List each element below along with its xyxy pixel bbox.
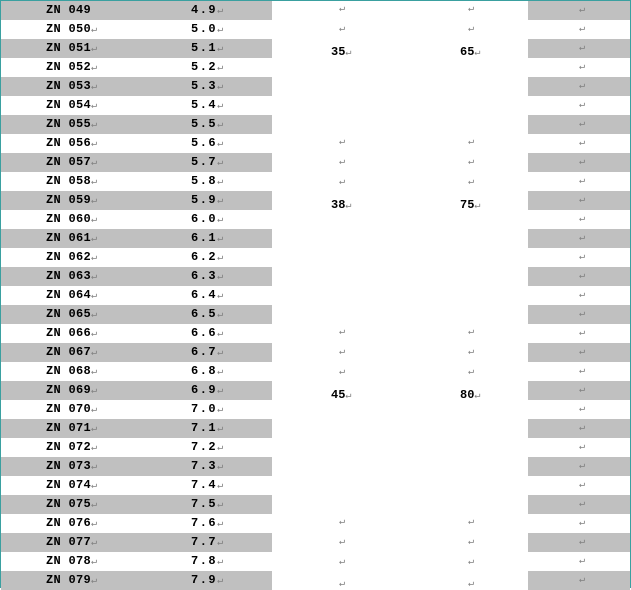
paragraph-mark-icon: ↵	[579, 537, 586, 548]
paragraph-mark-icon: ↵	[217, 6, 225, 17]
grade-code: ZN 064↵	[46, 288, 98, 302]
grade-value: 6.3↵	[191, 269, 225, 283]
paragraph-mark-icon: ↵	[474, 48, 481, 59]
grade-code: ZN 057↵	[46, 155, 98, 169]
row-shade-left	[1, 210, 272, 229]
group-value: 45↵	[331, 388, 352, 402]
paragraph-mark-icon: ↵	[339, 517, 346, 528]
paragraph-mark-icon: ↵	[579, 556, 586, 567]
paragraph-mark-icon: ↵	[579, 119, 586, 130]
row-shade-left	[1, 248, 272, 267]
paragraph-mark-icon: ↵	[91, 443, 98, 454]
grade-code: ZN 053↵	[46, 79, 98, 93]
paragraph-mark-icon: ↵	[579, 138, 586, 149]
paragraph-mark-icon: ↵	[579, 271, 586, 282]
row-shade-left	[1, 438, 272, 457]
paragraph-mark-icon: ↵	[579, 157, 586, 168]
table-row	[1, 476, 630, 495]
paragraph-mark-icon: ↵	[91, 196, 98, 207]
table-row	[1, 229, 630, 248]
paragraph-mark-icon: ↵	[217, 348, 225, 359]
paragraph-mark-icon: ↵	[91, 291, 98, 302]
row-shade-left	[1, 1, 272, 20]
grade-code: ZN 055↵	[46, 117, 98, 131]
paragraph-mark-icon: ↵	[217, 462, 225, 473]
row-shade-left	[1, 514, 272, 533]
paragraph-mark-icon: ↵	[468, 137, 475, 148]
paragraph-mark-icon: ↵	[579, 176, 586, 187]
grade-code: ZN 073↵	[46, 459, 98, 473]
paragraph-mark-icon: ↵	[217, 139, 225, 150]
paragraph-mark-icon: ↵	[91, 177, 98, 188]
grade-value: 7.5↵	[191, 497, 225, 511]
paragraph-mark-icon: ↵	[217, 234, 225, 245]
grade-code: ZN 066↵	[46, 326, 98, 340]
grade-code: ZN 062↵	[46, 250, 98, 264]
grade-value: 7.9↵	[191, 573, 225, 587]
grade-code: ZN 059↵	[46, 193, 98, 207]
grade-value: 7.8↵	[191, 554, 225, 568]
row-shade-left	[1, 286, 272, 305]
paragraph-mark-icon: ↵	[217, 272, 225, 283]
paragraph-mark-icon: ↵	[579, 518, 586, 529]
grade-code: ZN 060↵	[46, 212, 98, 226]
table-row	[1, 305, 630, 324]
table-row	[1, 267, 630, 286]
paragraph-mark-icon: ↵	[217, 443, 225, 454]
grade-code: ZN 068↵	[46, 364, 98, 378]
row-shade-left	[1, 457, 272, 476]
paragraph-mark-icon: ↵	[339, 367, 346, 378]
paragraph-mark-icon: ↵	[91, 253, 98, 264]
grade-value: 5.6↵	[191, 136, 225, 150]
paragraph-mark-icon: ↵	[579, 195, 586, 206]
grade-code: ZN 050↵	[46, 22, 98, 36]
paragraph-mark-icon: ↵	[468, 579, 475, 590]
grade-value: 5.1↵	[191, 41, 225, 55]
paragraph-mark-icon: ↵	[579, 347, 586, 358]
row-shade-left	[1, 172, 272, 191]
paragraph-mark-icon: ↵	[579, 233, 586, 244]
table-row	[1, 20, 630, 39]
row-shade-left	[1, 362, 272, 381]
grade-value: 7.2↵	[191, 440, 225, 454]
group-value: 80↵	[460, 388, 481, 402]
grade-code: ZN 076↵	[46, 516, 98, 530]
grade-value: 6.0↵	[191, 212, 225, 226]
paragraph-mark-icon: ↵	[579, 366, 586, 377]
table-row	[1, 1, 630, 20]
row-shade-left	[1, 267, 272, 286]
grade-value: 5.8↵	[191, 174, 225, 188]
row-shade-left	[1, 419, 272, 438]
table-row	[1, 362, 630, 381]
paragraph-mark-icon: ↵	[91, 462, 98, 473]
paragraph-mark-icon: ↵	[217, 557, 225, 568]
paragraph-mark-icon: ↵	[217, 82, 225, 93]
grade-code: ZN 056↵	[46, 136, 98, 150]
paragraph-mark-icon: ↵	[91, 63, 98, 74]
grade-code: ZN 075↵	[46, 497, 98, 511]
grade-code: ZN 051↵	[46, 41, 98, 55]
table-row	[1, 153, 630, 172]
paragraph-mark-icon: ↵	[579, 328, 586, 339]
paragraph-mark-icon: ↵	[217, 196, 225, 207]
paragraph-mark-icon: ↵	[217, 576, 225, 587]
grade-code: ZN 072↵	[46, 440, 98, 454]
row-shade-left	[1, 20, 272, 39]
paragraph-mark-icon: ↵	[339, 347, 346, 358]
paragraph-mark-icon: ↵	[579, 214, 586, 225]
row-shade-left	[1, 305, 272, 324]
paragraph-mark-icon: ↵	[217, 215, 225, 226]
paragraph-mark-icon: ↵	[91, 44, 98, 55]
grade-code: ZN 071↵	[46, 421, 98, 435]
paragraph-mark-icon: ↵	[468, 347, 475, 358]
table-row	[1, 457, 630, 476]
grade-value: 5.9↵	[191, 193, 225, 207]
table-row	[1, 39, 630, 58]
paragraph-mark-icon: ↵	[217, 253, 225, 264]
table-row	[1, 495, 630, 514]
grade-code: ZN 077↵	[46, 535, 98, 549]
paragraph-mark-icon: ↵	[339, 4, 346, 15]
grade-code: ZN 079↵	[46, 573, 98, 587]
paragraph-mark-icon: ↵	[217, 367, 225, 378]
table-row	[1, 210, 630, 229]
row-shade-left	[1, 229, 272, 248]
paragraph-mark-icon: ↵	[217, 405, 225, 416]
table-row	[1, 58, 630, 77]
paragraph-mark-icon: ↵	[217, 386, 225, 397]
paragraph-mark-icon: ↵	[345, 391, 352, 402]
paragraph-mark-icon: ↵	[579, 499, 586, 510]
paragraph-mark-icon: ↵	[217, 63, 225, 74]
paragraph-mark-icon: ↵	[345, 48, 352, 59]
paragraph-mark-icon: ↵	[91, 234, 98, 245]
grade-value: 7.7↵	[191, 535, 225, 549]
paragraph-mark-icon: ↵	[339, 177, 346, 188]
table-row	[1, 571, 630, 590]
paragraph-mark-icon: ↵	[579, 43, 586, 54]
group-value: 75↵	[460, 198, 481, 212]
paragraph-mark-icon: ↵	[468, 177, 475, 188]
paragraph-mark-icon: ↵	[217, 481, 225, 492]
paragraph-mark-icon: ↵	[339, 137, 346, 148]
grade-value: 6.2↵	[191, 250, 225, 264]
grade-value: 5.7↵	[191, 155, 225, 169]
grade-value: 4.9↵	[191, 3, 225, 17]
row-shade-left	[1, 343, 272, 362]
row-shade-left	[1, 134, 272, 153]
paragraph-mark-icon: ↵	[217, 44, 225, 55]
grade-code: ZN 058↵	[46, 174, 98, 188]
paragraph-mark-icon: ↵	[579, 404, 586, 415]
table-row	[1, 419, 630, 438]
paragraph-mark-icon: ↵	[91, 158, 98, 169]
paragraph-mark-icon: ↵	[339, 557, 346, 568]
paragraph-mark-icon: ↵	[579, 24, 586, 35]
paragraph-mark-icon: ↵	[339, 157, 346, 168]
paragraph-mark-icon: ↵	[468, 327, 475, 338]
paragraph-mark-icon: ↵	[468, 4, 475, 15]
table-row	[1, 134, 630, 153]
table-row	[1, 191, 630, 210]
grade-value: 5.0↵	[191, 22, 225, 36]
paragraph-mark-icon: ↵	[91, 538, 98, 549]
paragraph-mark-icon: ↵	[339, 327, 346, 338]
row-shade-left	[1, 153, 272, 172]
paragraph-mark-icon: ↵	[579, 385, 586, 396]
paragraph-mark-icon: ↵	[91, 557, 98, 568]
paragraph-mark-icon: ↵	[579, 423, 586, 434]
paragraph-mark-icon: ↵	[468, 157, 475, 168]
paragraph-mark-icon: ↵	[468, 24, 475, 35]
grade-code: ZN 069↵	[46, 383, 98, 397]
grade-value: 6.6↵	[191, 326, 225, 340]
grade-code: ZN 061↵	[46, 231, 98, 245]
row-shade-left	[1, 96, 272, 115]
paragraph-mark-icon: ↵	[217, 101, 225, 112]
row-shade-left	[1, 77, 272, 96]
grade-code: ZN 054↵	[46, 98, 98, 112]
paragraph-mark-icon: ↵	[468, 367, 475, 378]
grade-code: ZN 049	[46, 3, 92, 17]
row-shade-left	[1, 324, 272, 343]
paragraph-mark-icon: ↵	[474, 201, 481, 212]
paragraph-mark-icon: ↵	[91, 215, 98, 226]
table-row	[1, 324, 630, 343]
paragraph-mark-icon: ↵	[91, 310, 98, 321]
paragraph-mark-icon: ↵	[579, 575, 586, 586]
paragraph-mark-icon: ↵	[91, 82, 98, 93]
grade-value: 7.6↵	[191, 516, 225, 530]
grade-code: ZN 063↵	[46, 269, 98, 283]
row-shade-left	[1, 400, 272, 419]
row-shade-left	[1, 476, 272, 495]
grade-value: 5.3↵	[191, 79, 225, 93]
grade-code: ZN 078↵	[46, 554, 98, 568]
row-shade-left	[1, 533, 272, 552]
row-shade-left	[1, 115, 272, 134]
group-value: 65↵	[460, 45, 481, 59]
row-shade-left	[1, 552, 272, 571]
table-row	[1, 343, 630, 362]
paragraph-mark-icon: ↵	[468, 537, 475, 548]
paragraph-mark-icon: ↵	[579, 81, 586, 92]
table-row	[1, 552, 630, 571]
grade-value: 6.9↵	[191, 383, 225, 397]
grade-value: 6.4↵	[191, 288, 225, 302]
paragraph-mark-icon: ↵	[339, 579, 346, 590]
paragraph-mark-icon: ↵	[579, 100, 586, 111]
paragraph-mark-icon: ↵	[217, 120, 225, 131]
paragraph-mark-icon: ↵	[91, 272, 98, 283]
paragraph-mark-icon: ↵	[345, 201, 352, 212]
table-row	[1, 438, 630, 457]
paragraph-mark-icon: ↵	[217, 329, 225, 340]
paragraph-mark-icon: ↵	[217, 500, 225, 511]
paragraph-mark-icon: ↵	[339, 24, 346, 35]
paragraph-mark-icon: ↵	[468, 517, 475, 528]
group-value: 35↵	[331, 45, 352, 59]
grade-value: 7.3↵	[191, 459, 225, 473]
grade-value: 6.5↵	[191, 307, 225, 321]
paragraph-mark-icon: ↵	[91, 120, 98, 131]
paragraph-mark-icon: ↵	[91, 481, 98, 492]
paragraph-mark-icon: ↵	[91, 576, 98, 587]
paragraph-mark-icon: ↵	[91, 500, 98, 511]
table-row	[1, 96, 630, 115]
paragraph-mark-icon: ↵	[91, 519, 98, 530]
paragraph-mark-icon: ↵	[579, 5, 586, 16]
grade-code: ZN 067↵	[46, 345, 98, 359]
grade-value: 6.8↵	[191, 364, 225, 378]
grade-value: 5.5↵	[191, 117, 225, 131]
grade-code: ZN 065↵	[46, 307, 98, 321]
table-row	[1, 514, 630, 533]
paragraph-mark-icon: ↵	[579, 442, 586, 453]
paragraph-mark-icon: ↵	[579, 290, 586, 301]
grade-value: 7.1↵	[191, 421, 225, 435]
grade-value: 5.4↵	[191, 98, 225, 112]
paragraph-mark-icon: ↵	[91, 139, 98, 150]
grade-code: ZN 074↵	[46, 478, 98, 492]
row-shade-left	[1, 191, 272, 210]
group-value: 38↵	[331, 198, 352, 212]
paragraph-mark-icon: ↵	[217, 310, 225, 321]
paragraph-mark-icon: ↵	[468, 557, 475, 568]
paragraph-mark-icon: ↵	[91, 424, 98, 435]
paragraph-mark-icon: ↵	[579, 480, 586, 491]
grade-value: 6.7↵	[191, 345, 225, 359]
paragraph-mark-icon: ↵	[91, 25, 98, 36]
paragraph-mark-icon: ↵	[579, 309, 586, 320]
row-shade-left	[1, 39, 272, 58]
paragraph-mark-icon: ↵	[217, 25, 225, 36]
grade-value: 7.4↵	[191, 478, 225, 492]
grade-code: ZN 070↵	[46, 402, 98, 416]
paragraph-mark-icon: ↵	[217, 291, 225, 302]
paragraph-mark-icon: ↵	[91, 386, 98, 397]
table-row	[1, 286, 630, 305]
table-row	[1, 248, 630, 267]
grade-code: ZN 052↵	[46, 60, 98, 74]
table-row	[1, 400, 630, 419]
grade-value: 7.0↵	[191, 402, 225, 416]
paragraph-mark-icon: ↵	[217, 424, 225, 435]
row-shade-left	[1, 495, 272, 514]
row-shade-left	[1, 571, 272, 590]
paragraph-mark-icon: ↵	[91, 348, 98, 359]
paragraph-mark-icon: ↵	[579, 62, 586, 73]
paragraph-mark-icon: ↵	[217, 177, 225, 188]
table-row	[1, 115, 630, 134]
paragraph-mark-icon: ↵	[91, 367, 98, 378]
table-row	[1, 172, 630, 191]
paragraph-mark-icon: ↵	[91, 101, 98, 112]
grade-value: 5.2↵	[191, 60, 225, 74]
paragraph-mark-icon: ↵	[217, 538, 225, 549]
table-row	[1, 77, 630, 96]
paragraph-mark-icon: ↵	[217, 519, 225, 530]
paragraph-mark-icon: ↵	[217, 158, 225, 169]
table-row	[1, 381, 630, 400]
row-shade-left	[1, 381, 272, 400]
paragraph-mark-icon: ↵	[339, 537, 346, 548]
paragraph-mark-icon: ↵	[91, 405, 98, 416]
table-row	[1, 533, 630, 552]
row-shade-left	[1, 58, 272, 77]
paragraph-mark-icon: ↵	[91, 329, 98, 340]
paragraph-mark-icon: ↵	[579, 461, 586, 472]
grade-value: 6.1↵	[191, 231, 225, 245]
paragraph-mark-icon: ↵	[579, 252, 586, 263]
paragraph-mark-icon: ↵	[474, 391, 481, 402]
